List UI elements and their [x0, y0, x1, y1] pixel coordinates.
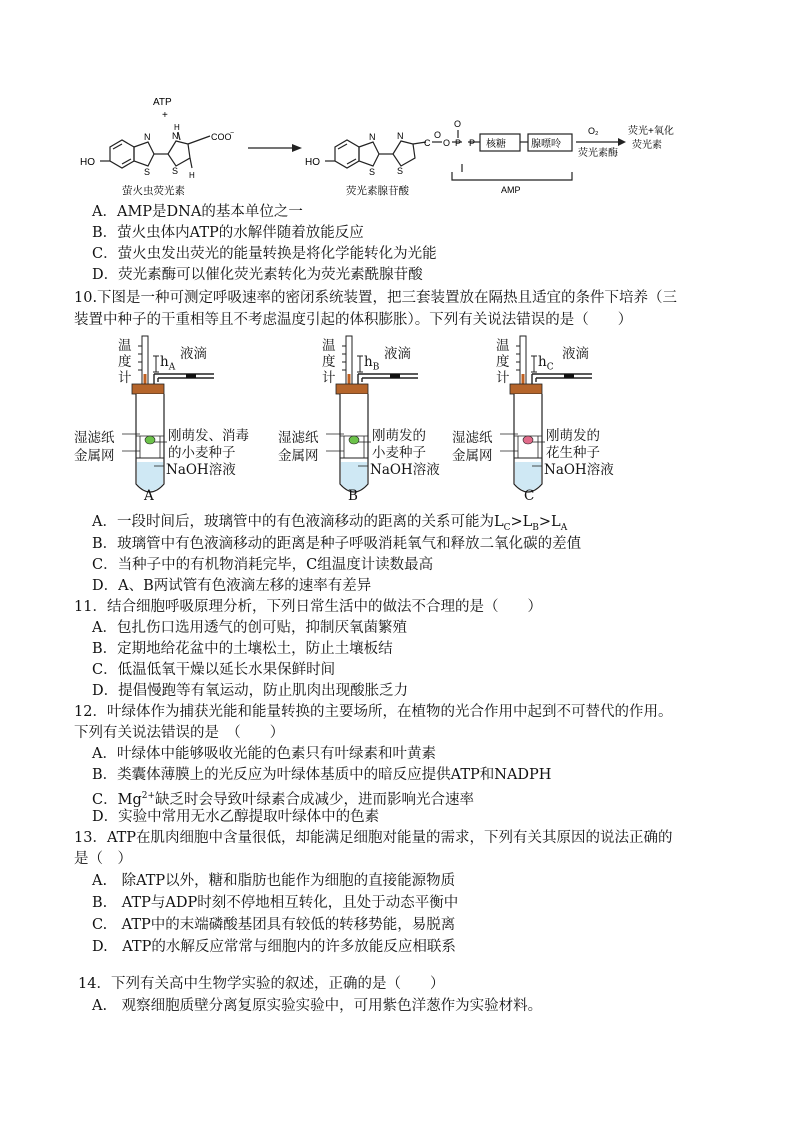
svg-text:N: N	[397, 131, 404, 141]
svg-text:+: +	[162, 110, 168, 121]
q11-stem: 11．结合细胞呼吸原理分析，下列日常生活中的做法不合理的是（ ）	[74, 599, 542, 615]
svg-text:H: H	[189, 171, 195, 180]
q9-option-c: C．萤火虫发出荧光的能量转换是将化学能转化为光能	[92, 246, 437, 262]
svg-text:N: N	[172, 131, 179, 141]
enzyme-label: 荧光素酶	[578, 148, 618, 159]
svg-text:O: O	[454, 119, 462, 129]
svg-text:HO: HO	[80, 157, 95, 168]
svg-text:O: O	[434, 130, 442, 140]
q13-stem-line1: 13．ATP在肌肉细胞中含量很低，却能满足细胞对能量的需求，下列有关其原因的说法正确的	[74, 830, 673, 846]
svg-text:−: −	[230, 130, 235, 137]
svg-text:S: S	[172, 166, 179, 176]
thermometer-label-a: 温	[118, 338, 132, 354]
q10-option-c: C．当种子中的有机物消耗完毕，C组温度计读数最高	[92, 557, 434, 573]
svg-text:荧光+氧化: 荧光+氧化	[628, 126, 674, 137]
ribose-box: 核糖	[486, 139, 506, 150]
apparatus-letter-a: A	[144, 488, 154, 504]
q14-option-a: A. 观察细胞质壁分离复原实验实验中，可用紫色洋葱作为实验材料。	[92, 998, 543, 1014]
svg-text:O₂: O₂	[588, 126, 599, 136]
q11-option-b: B．定期地给花盆中的土壤松土，防止土壤板结	[92, 641, 393, 657]
q12-option-c: C．$Mg^{2+}$缺乏时会导致叶绿素合成减少，进而影响光合速率	[92, 791, 475, 808]
droplet-label-a: 液滴	[180, 346, 207, 362]
respiration-apparatus-figure: 温 度 计 $h_A$ 液滴 湿滤纸 金属网 刚萌发、消毒 的小麦种子 NaOH溶液 A 温 度 计 $h_B$ 液滴 湿滤纸 金属网 刚萌发的 小麦种子 NaOH溶液 B 温 度 计 $h_C$ 液滴 湿滤纸 金属网 刚萌发的 花生种子 NaOH溶液 C	[74, 334, 734, 506]
q10-option-b: B．玻璃管中有色液滴移动的距离是种子呼吸消耗氧气和释放二氧化碳的差值	[92, 536, 582, 552]
q12-stem-line1: 12．叶绿体作为捕获光能和能量转换的主要场所，在植物的光合作用中起到不可替代的作用。	[74, 704, 673, 720]
adenine-box: 腺嘌呤	[531, 139, 561, 150]
h-label-c: $h_C$	[538, 354, 554, 373]
reaction-diagram	[70, 92, 710, 200]
q13-option-c: C. ATP中的末端磷酸基团具有较低的转移势能，易脱离	[92, 917, 456, 933]
svg-text:HO: HO	[305, 157, 320, 168]
adenylate-name: 荧光素腺苷酸	[346, 185, 409, 197]
svg-text:P: P	[469, 138, 476, 148]
atp-label: ATP	[153, 97, 172, 108]
svg-text:N: N	[144, 132, 151, 142]
q11-option-c: C．低温低氧干燥以延长水果保鲜时间	[92, 662, 336, 678]
q12-option-d: D．实验中常用无水乙醇提取叶绿体中的色素	[92, 809, 380, 825]
svg-text:H: H	[174, 123, 180, 132]
svg-text:N: N	[369, 132, 376, 142]
q9-option-b: B．萤火虫体内ATP的水解伴随着放能反应	[92, 225, 364, 241]
q13-option-b: B. ATP与ADP时刻不停地相互转化，且处于动态平衡中	[92, 895, 459, 911]
luciferin-name: 萤火虫荧光素	[122, 185, 185, 197]
q13-option-d: D. ATP的水解反应常常与细胞内的许多放能反应相联系	[92, 939, 456, 955]
q10-option-d: D．A、B两试管有色液滴左移的速率有差异	[92, 578, 372, 594]
svg-text:P: P	[455, 138, 462, 148]
amp-label: AMP	[501, 185, 521, 195]
q10-stem-line1: 10.下图是一种可测定呼吸速率的密闭系统装置，把三套装置放在隔热且适宜的条件下培养（三	[74, 290, 678, 306]
svg-text:O: O	[443, 138, 451, 148]
q14-stem: 14．下列有关高中生物学实验的叙述，正确的是（ ）	[78, 976, 445, 992]
q10-stem-line2: 装置中种子的干重相等且不考虑温度引起的体积膨胀）。下列有关说法错误的是（ ）	[74, 312, 633, 328]
h-label-b: $h_B$	[364, 354, 380, 373]
apparatus-letter-c: C	[524, 488, 535, 504]
q11-option-a: A．包扎伤口选用透气的创可贴，抑制厌氧菌繁殖	[92, 620, 407, 636]
svg-text:S: S	[397, 166, 404, 176]
q12-stem-line2: 下列有关说法错误的是 （ ）	[74, 725, 285, 741]
q12-option-a: A．叶绿体中能够吸收光能的色素只有叶绿素和叶黄素	[92, 746, 436, 762]
q10-option-a: A．一段时间后，玻璃管中的有色液滴移动的距离的关系可能为$L_C>L_B>L_A$	[92, 514, 568, 533]
svg-text:S: S	[144, 167, 151, 177]
svg-text:荧光素: 荧光素	[632, 140, 662, 151]
q13-option-a: A. 除ATP以外，糖和脂肪也能作为细胞的直接能源物质	[92, 873, 456, 889]
svg-text:COO: COO	[211, 132, 232, 142]
q9-option-d: D．荧光素酶可以催化荧光素转化为荧光素酰腺苷酸	[92, 267, 423, 283]
svg-text:S: S	[369, 167, 376, 177]
h-label-a: $h_A$	[160, 354, 176, 373]
q13-stem-line2: 是（ ）	[74, 851, 132, 867]
q11-option-d: D．提倡慢跑等有氧运动，防止肌肉出现酸胀乏力	[92, 683, 409, 699]
svg-text:C: C	[424, 138, 431, 148]
apparatus-letter-b: B	[348, 488, 358, 504]
q9-option-a: A．AMP是DNA的基本单位之一	[92, 204, 303, 220]
luciferin-reaction-figure	[70, 92, 710, 200]
q12-option-b: B．类囊体薄膜上的光反应为叶绿体基质中的暗反应提供ATP和NADPH	[92, 767, 552, 783]
